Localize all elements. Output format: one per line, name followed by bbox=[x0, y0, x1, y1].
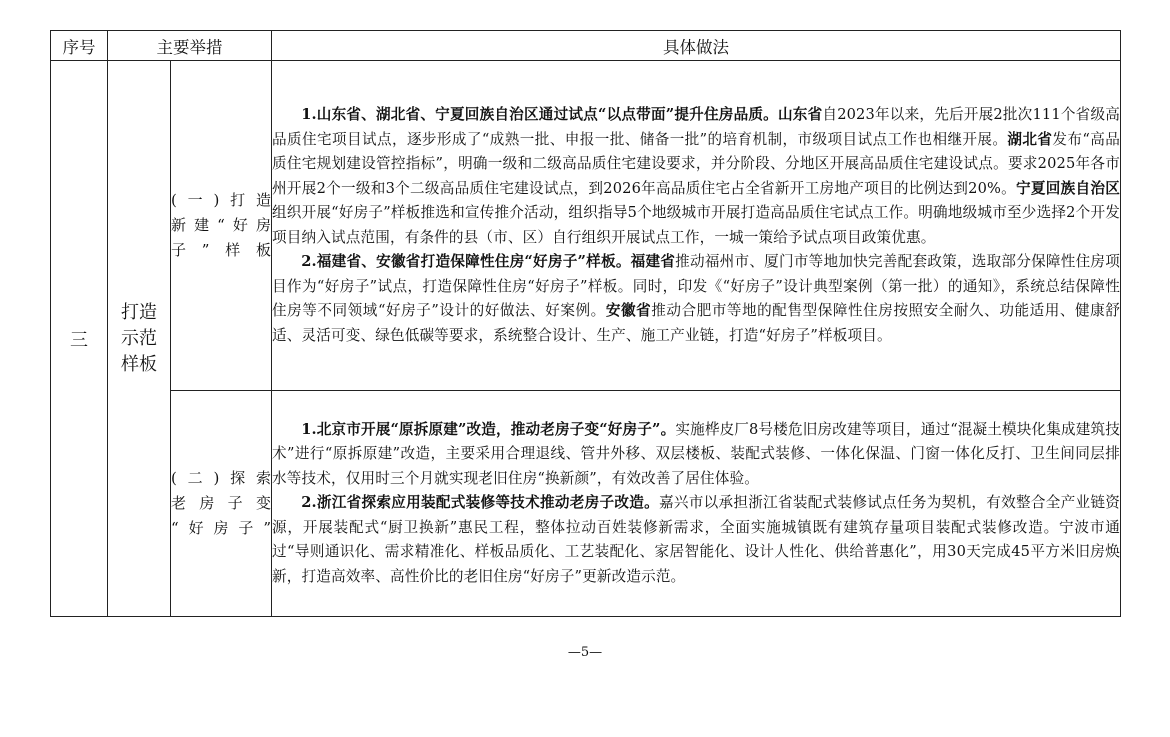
row-seq: 三 bbox=[51, 61, 108, 617]
row-major bbox=[108, 61, 171, 617]
province-name: 宁夏回族自治区 bbox=[1016, 179, 1120, 197]
header-major: 主要举措 bbox=[108, 31, 272, 61]
major-line: 样板 bbox=[121, 353, 157, 375]
sub-measure-2 bbox=[171, 391, 272, 617]
detail-cell-1 bbox=[272, 61, 1121, 391]
major-line: 打造 bbox=[121, 301, 157, 323]
sub-label-line: 新建“好房 bbox=[171, 216, 271, 234]
sub-label-line: 老房子变 bbox=[171, 494, 271, 512]
header-detail: 具体做法 bbox=[272, 31, 1121, 61]
page-number: —5— bbox=[567, 645, 603, 660]
paragraph-text: 嘉兴市以承担浙江省装配式装修试点任务为契机，有效整合全产业链资源，开展装配式“厨卫换新”惠民工程，整体拉动百姓装修新需求，全面实施城镇既有建筑存量项目装配式装修改造。宁波市通过“导则通识化、需求精准化、样板品质化、工艺装配化、家居智能化、设计人性化、供给普惠化”，用30天完成45平方米旧房焕新，打造高效率、高性价比的老旧住房“好房子”更新改造示范。 bbox=[272, 494, 1120, 585]
detail-cell-2 bbox=[272, 391, 1121, 617]
paragraph-heading: 2.福建省、安徽省打造保障性住房“好房子”样板。 bbox=[301, 253, 631, 270]
detail-paragraph bbox=[272, 250, 1120, 348]
measures-table bbox=[50, 30, 1121, 617]
province-name: 福建省 bbox=[630, 253, 676, 270]
sub-label-line: 子”样板 bbox=[171, 241, 271, 259]
detail-paragraph bbox=[272, 103, 1120, 250]
paragraph-heading: 1.北京市开展“原拆原建”改造，推动老房子变“好房子”。 bbox=[301, 420, 676, 438]
major-line: 示范 bbox=[121, 327, 157, 349]
paragraph-heading: 1.山东省、湖北省、宁夏回族自治区通过试点“以点带面”提升住房品质。 bbox=[301, 106, 778, 123]
header-seq: 序号 bbox=[51, 31, 108, 61]
table-header-row bbox=[51, 31, 1121, 61]
sub-label-line: “好房子” bbox=[171, 519, 271, 537]
province-name: 湖北省 bbox=[1007, 130, 1053, 148]
paragraph-heading: 2.浙江省探索应用装配式装修等技术推动老房子改造。 bbox=[301, 494, 659, 512]
province-name: 山东省 bbox=[777, 106, 823, 123]
paragraph-text: 实施桦皮厂8号楼危旧房改建等项目，通过“混凝土模块化集成建筑技术”进行“原拆原建”改造，主要采用合理退线、管井外移、双层楼板、装配式装修、一体化保温、门窗一体化反打、卫生间同层排水等技术，仅用时三个月就实现老旧住房“换新颜”，有效改善了居住体验。 bbox=[272, 420, 1121, 487]
paragraph-text: 自2023年以来，先后开展2批次111个省级高品质住宅项目试点，逐步形成了“成熟一批、申报一批、储备一批”的培育机制，市级项目试点工作也相继开展。 bbox=[272, 106, 1120, 148]
paragraph-text: 发布“高品质住宅规划建设管控指标”，明确一级和二级高品质住宅建设要求，并分阶段、分地区开展高品质住宅建设试点。要求2025年各市州开展2个一级和3个二级高品质住宅建设试点，到2026年高品质住宅占全省新开工房地产项目的比例达到20%。 bbox=[272, 130, 1120, 197]
table-row bbox=[51, 391, 1121, 617]
detail-paragraph bbox=[272, 418, 1120, 492]
sub-label-line: (二)探索 bbox=[171, 469, 271, 487]
sub-measure-1 bbox=[171, 61, 272, 391]
table-row bbox=[51, 61, 1121, 391]
paragraph-text: 推动合肥市等地的配售型保障性住房按照安全耐久、功能适用、健康舒适、灵活可变、绿色低碳等要求，系统整合设计、生产、施工产业链，打造“好房子”样板项目。 bbox=[272, 302, 1121, 344]
sub-label-line: (一)打造 bbox=[171, 191, 271, 209]
paragraph-text: 推动福州市、厦门市等地加快完善配套政策，选取部分保障性住房项目作为“好房子”试点，打造保障性住房“好房子”样板。同时，印发《“好房子”设计典型案例（第一批）的通知》，系统总结保障性住房等不同领域“好房子”设计的好做法、好案例。 bbox=[272, 253, 1120, 319]
paragraph-text: 组织开展“好房子”样板推选和宣传推介活动，组织指导5个地级城市开展打造高品质住宅试点工作。明确地级城市至少选择2个开发项目纳入试点范围，有条件的县（市、区）自行组织开展试点工作，一城一策给予试点项目政策优惠。 bbox=[272, 204, 1120, 246]
province-name: 安徽省 bbox=[605, 302, 652, 319]
detail-paragraph bbox=[272, 491, 1120, 589]
